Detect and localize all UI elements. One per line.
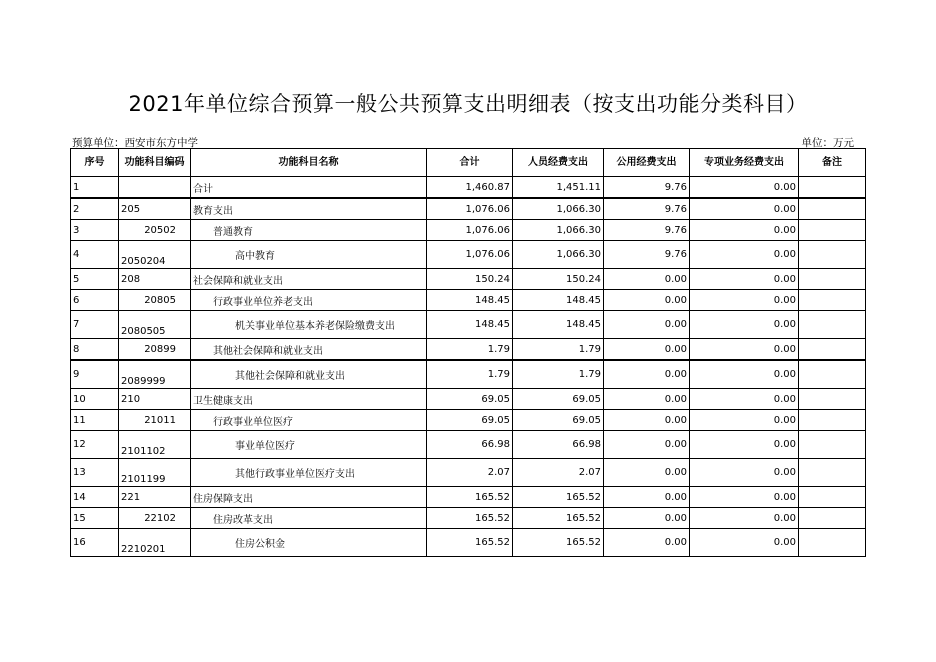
cell-public: 0.00 [604, 529, 690, 557]
cell-personnel: 165.52 [513, 487, 604, 508]
cell-name: 住房改革支出 [191, 508, 427, 529]
cell-personnel: 150.24 [513, 269, 604, 290]
cell-total: 1,076.06 [427, 241, 513, 269]
cell-code: 2101102 [119, 431, 191, 459]
cell-total: 165.52 [427, 508, 513, 529]
cell-public: 0.00 [604, 360, 690, 389]
cell-personnel: 1,066.30 [513, 198, 604, 220]
table-row [71, 290, 866, 311]
cell-total: 165.52 [427, 529, 513, 557]
table-row [71, 177, 866, 199]
cell-name: 行政事业单位养老支出 [191, 290, 427, 311]
table-row [71, 459, 866, 487]
cell-personnel: 1.79 [513, 339, 604, 361]
cell-note [799, 431, 866, 459]
cell-personnel: 148.45 [513, 290, 604, 311]
cell-special: 0.00 [690, 508, 799, 529]
cell-total: 1,076.06 [427, 198, 513, 220]
cell-code: 2089999 [119, 360, 191, 389]
header-total: 合计 [427, 149, 513, 177]
cell-personnel: 148.45 [513, 311, 604, 339]
cell-name: 机关事业单位基本养老保险缴费支出 [191, 311, 427, 339]
cell-note [799, 311, 866, 339]
cell-note [799, 339, 866, 361]
cell-total: 69.05 [427, 389, 513, 410]
cell-special: 0.00 [690, 487, 799, 508]
cell-name: 住房保障支出 [191, 487, 427, 508]
cell-public: 0.00 [604, 269, 690, 290]
cell-public: 0.00 [604, 487, 690, 508]
cell-seq: 15 [71, 508, 119, 529]
cell-public: 9.76 [604, 177, 690, 199]
cell-note [799, 410, 866, 431]
cell-seq: 16 [71, 529, 119, 557]
cell-seq: 14 [71, 487, 119, 508]
cell-name: 教育支出 [191, 198, 427, 220]
cell-code: 208 [119, 269, 191, 290]
cell-seq: 7 [71, 311, 119, 339]
cell-personnel: 1,451.11 [513, 177, 604, 199]
table-row [71, 529, 866, 557]
cell-special: 0.00 [690, 177, 799, 199]
cell-personnel: 165.52 [513, 508, 604, 529]
cell-special: 0.00 [690, 290, 799, 311]
cell-special: 0.00 [690, 241, 799, 269]
table-row [71, 339, 866, 361]
table-row [71, 431, 866, 459]
cell-special: 0.00 [690, 198, 799, 220]
cell-code: 20899 [119, 339, 191, 361]
cell-seq: 6 [71, 290, 119, 311]
header-special: 专项业务经费支出 [690, 149, 799, 177]
cell-special: 0.00 [690, 431, 799, 459]
cell-code: 210 [119, 389, 191, 410]
cell-note [799, 290, 866, 311]
cell-name: 合计 [191, 177, 427, 199]
table-row [71, 360, 866, 389]
cell-note [799, 459, 866, 487]
cell-name: 其他行政事业单位医疗支出 [191, 459, 427, 487]
cell-special: 0.00 [690, 311, 799, 339]
cell-code: 20502 [119, 220, 191, 241]
cell-special: 0.00 [690, 389, 799, 410]
cell-seq: 2 [71, 198, 119, 220]
cell-seq: 11 [71, 410, 119, 431]
cell-special: 0.00 [690, 459, 799, 487]
cell-total: 165.52 [427, 487, 513, 508]
cell-special: 0.00 [690, 410, 799, 431]
cell-total: 66.98 [427, 431, 513, 459]
cell-note [799, 529, 866, 557]
cell-seq: 8 [71, 339, 119, 361]
cell-seq: 1 [71, 177, 119, 199]
header-name: 功能科目名称 [191, 149, 427, 177]
cell-name: 住房公积金 [191, 529, 427, 557]
cell-note [799, 269, 866, 290]
cell-name: 社会保障和就业支出 [191, 269, 427, 290]
cell-public: 0.00 [604, 410, 690, 431]
cell-personnel: 69.05 [513, 389, 604, 410]
header-code: 功能科目编码 [119, 149, 191, 177]
cell-public: 0.00 [604, 389, 690, 410]
cell-note [799, 198, 866, 220]
cell-code: 22102 [119, 508, 191, 529]
cell-special: 0.00 [690, 220, 799, 241]
table-row [71, 241, 866, 269]
cell-seq: 12 [71, 431, 119, 459]
currency-unit-label: 单位：万元 [801, 137, 854, 149]
cell-note [799, 360, 866, 389]
cell-seq: 5 [71, 269, 119, 290]
cell-note [799, 177, 866, 199]
cell-special: 0.00 [690, 339, 799, 361]
table-row [71, 311, 866, 339]
cell-code: 20805 [119, 290, 191, 311]
table-header-row [71, 149, 866, 177]
cell-public: 0.00 [604, 339, 690, 361]
cell-special: 0.00 [690, 360, 799, 389]
cell-code: 2210201 [119, 529, 191, 557]
header-note: 备注 [799, 149, 866, 177]
header-personnel: 人员经费支出 [513, 149, 604, 177]
cell-code: 2050204 [119, 241, 191, 269]
cell-code: 2101199 [119, 459, 191, 487]
expenditure-table [70, 148, 866, 557]
cell-name: 事业单位医疗 [191, 431, 427, 459]
cell-note [799, 389, 866, 410]
cell-name: 其他社会保障和就业支出 [191, 360, 427, 389]
cell-public: 9.76 [604, 198, 690, 220]
header-public: 公用经费支出 [604, 149, 690, 177]
cell-special: 0.00 [690, 269, 799, 290]
cell-public: 0.00 [604, 459, 690, 487]
cell-note [799, 220, 866, 241]
cell-total: 2.07 [427, 459, 513, 487]
cell-personnel: 1.79 [513, 360, 604, 389]
cell-seq: 9 [71, 360, 119, 389]
cell-personnel: 1,066.30 [513, 220, 604, 241]
cell-name: 其他社会保障和就业支出 [191, 339, 427, 361]
cell-code: 221 [119, 487, 191, 508]
cell-name: 卫生健康支出 [191, 389, 427, 410]
cell-total: 150.24 [427, 269, 513, 290]
cell-personnel: 1,066.30 [513, 241, 604, 269]
budget-unit-label: 预算单位：西安市东方中学 [72, 137, 198, 149]
table-row [71, 198, 866, 220]
table-row [71, 410, 866, 431]
cell-total: 1.79 [427, 360, 513, 389]
cell-personnel: 2.07 [513, 459, 604, 487]
cell-seq: 4 [71, 241, 119, 269]
cell-total: 148.45 [427, 311, 513, 339]
cell-code: 21011 [119, 410, 191, 431]
cell-code [119, 177, 191, 199]
cell-code: 205 [119, 198, 191, 220]
page-title: 2021年单位综合预算一般公共预算支出明细表（按支出功能分类科目） [128, 92, 808, 116]
cell-total: 69.05 [427, 410, 513, 431]
cell-public: 0.00 [604, 311, 690, 339]
cell-total: 1,076.06 [427, 220, 513, 241]
cell-note [799, 487, 866, 508]
cell-public: 9.76 [604, 220, 690, 241]
cell-code: 2080505 [119, 311, 191, 339]
cell-name: 行政事业单位医疗 [191, 410, 427, 431]
cell-seq: 13 [71, 459, 119, 487]
table-row [71, 220, 866, 241]
cell-public: 0.00 [604, 431, 690, 459]
cell-note [799, 241, 866, 269]
table-body [71, 177, 866, 557]
cell-total: 1,460.87 [427, 177, 513, 199]
cell-personnel: 165.52 [513, 529, 604, 557]
cell-personnel: 66.98 [513, 431, 604, 459]
cell-seq: 10 [71, 389, 119, 410]
cell-name: 普通教育 [191, 220, 427, 241]
table-row [71, 389, 866, 410]
cell-special: 0.00 [690, 529, 799, 557]
cell-note [799, 508, 866, 529]
cell-personnel: 69.05 [513, 410, 604, 431]
cell-seq: 3 [71, 220, 119, 241]
cell-public: 9.76 [604, 241, 690, 269]
table-row [71, 487, 866, 508]
table-row [71, 269, 866, 290]
cell-public: 0.00 [604, 290, 690, 311]
cell-total: 148.45 [427, 290, 513, 311]
cell-total: 1.79 [427, 339, 513, 361]
cell-name: 高中教育 [191, 241, 427, 269]
cell-public: 0.00 [604, 508, 690, 529]
header-seq: 序号 [71, 149, 119, 177]
table-row [71, 508, 866, 529]
